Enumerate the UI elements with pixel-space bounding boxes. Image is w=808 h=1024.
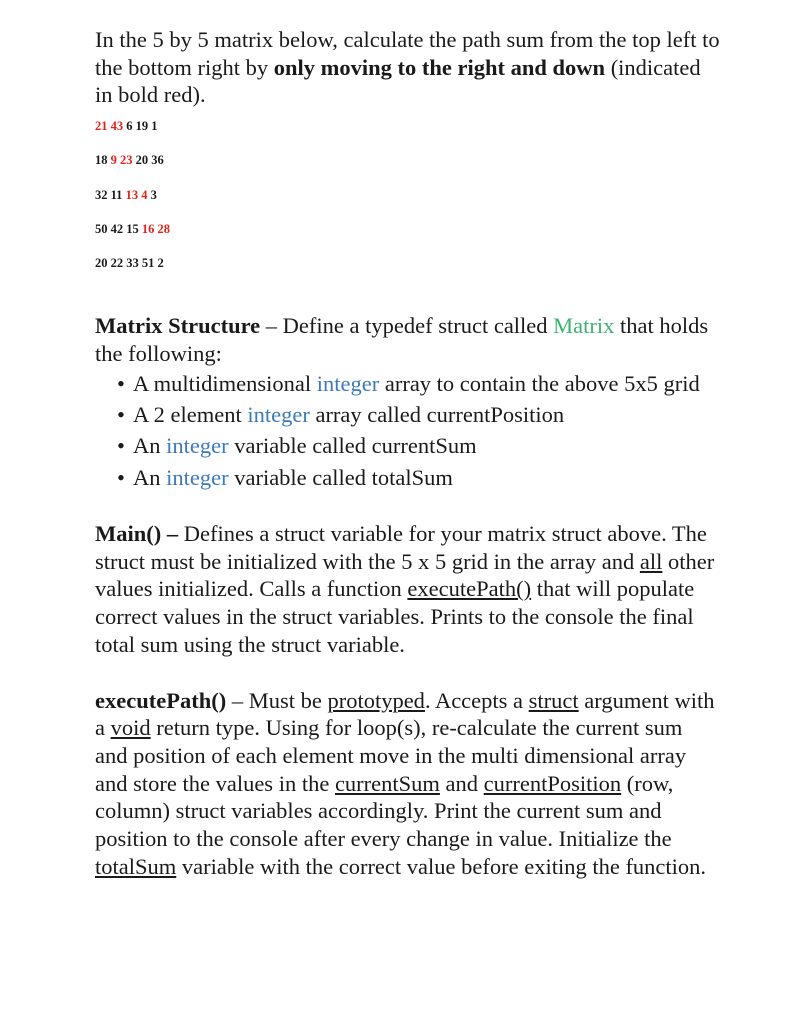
execute-path-heading: executePath() [95, 687, 227, 713]
matrix-cell: 32 [95, 187, 108, 202]
matrix-cell: 15 [126, 222, 139, 236]
execute-text-a: – Must be [226, 687, 328, 713]
matrix-cell: 2 [157, 256, 164, 271]
execute-underline-total-sum: totalSum [95, 853, 177, 879]
matrix-structure-heading: Matrix Structure [95, 313, 261, 339]
type-keyword: integer [166, 433, 229, 459]
matrix-structure-paragraph [95, 312, 720, 367]
type-keyword: integer [166, 464, 229, 490]
matrix-cell-path: 16 [141, 222, 155, 236]
matrix-cell: 50 [95, 222, 108, 236]
main-text-c: that will populate correct values in the struct variables. Prints to the console the final total sum using the struct variable. [95, 576, 695, 657]
bullet-text: An [133, 464, 167, 490]
number-matrix [95, 119, 720, 270]
execute-text-e: and [439, 770, 484, 796]
execute-underline-current-position: currentPosition [483, 770, 622, 796]
execute-text-d: return type. Using for loop(s), re-calculate the current sum and position of each element move in the multi dimensional array and store the values in the [95, 715, 687, 796]
matrix-cell: 33 [126, 256, 139, 271]
bullet-text: A 2 element [133, 402, 248, 428]
intro-text-b: (indicated in bold red). [95, 54, 701, 108]
intro-paragraph [95, 26, 720, 109]
matrix-cell-path: 21 [95, 119, 108, 134]
matrix-row [95, 256, 720, 270]
matrix-cell: 3 [150, 187, 157, 202]
main-function-heading: Main() – [95, 521, 179, 547]
matrix-cell: 22 [110, 256, 124, 271]
matrix-row [95, 222, 720, 236]
struct-members-list [95, 369, 720, 492]
intro-text-a: In the 5 by 5 matrix below, calculate the path sum from the top left to the bottom right by [95, 27, 720, 80]
matrix-cell-path: 28 [157, 222, 170, 236]
matrix-cell-path: 23 [120, 153, 133, 168]
struct-name: Matrix [553, 313, 615, 339]
matrix-cell-path: 4 [141, 187, 148, 202]
matrix-cell: 42 [110, 222, 124, 236]
list-item [117, 431, 720, 461]
type-keyword: integer [316, 371, 380, 397]
matrix-cell: 19 [135, 119, 149, 134]
matrix-cell: 51 [141, 256, 155, 271]
matrix-cell: 11 [110, 187, 123, 202]
matrix-cell-path: 9 [110, 153, 117, 168]
matrix-cell-path: 43 [110, 119, 124, 134]
list-item [117, 463, 720, 493]
bullet-text: array called currentPosition [309, 402, 565, 428]
matrix-structure-text-b: that holds the following: [95, 313, 709, 366]
intro-bold-phrase: only moving to the right and down [273, 54, 606, 80]
execute-text-g: variable with the correct value before exiting the function. [176, 853, 707, 879]
bullet-text: array to contain the above 5x5 grid [379, 371, 700, 397]
matrix-cell: 6 [126, 119, 133, 134]
main-function-paragraph [95, 520, 720, 659]
matrix-row [95, 153, 720, 167]
execute-text-f: (row, column) struct variables accordingly. Print the current sum and position to the console after every change in value. Initialize the [95, 770, 674, 852]
matrix-cell: 20 [135, 153, 149, 168]
bullet-text: A multidimensional [133, 371, 317, 397]
execute-text-c: argument with a [95, 687, 715, 741]
matrix-cell: 1 [151, 119, 158, 134]
execute-underline-current-sum: currentSum [334, 770, 440, 796]
bullet-text: variable called totalSum [228, 464, 453, 490]
execute-underline-struct: struct [528, 687, 579, 713]
main-text-a: Defines a struct variable for your matrix struct above. The struct must be initialized with the 5 x 5 grid in the array and [95, 521, 707, 574]
document-page [95, 26, 720, 881]
matrix-cell-path: 13 [125, 187, 139, 202]
main-underline-execute-path: executePath() [407, 576, 532, 602]
bullet-text: variable called currentSum [228, 433, 477, 459]
matrix-row [95, 119, 720, 133]
matrix-cell: 20 [95, 256, 108, 271]
execute-underline-prototyped: prototyped [327, 687, 425, 713]
list-item [117, 369, 720, 399]
matrix-row [95, 188, 720, 202]
matrix-cell: 18 [95, 153, 108, 168]
execute-text-b: . Accepts a [424, 687, 529, 713]
type-keyword: integer [247, 402, 310, 428]
matrix-structure-text-a: – Define a typedef struct called [260, 313, 554, 339]
bullet-text: An [133, 433, 167, 459]
main-underline-all: all [639, 548, 663, 574]
main-text-b: other values initialized. Calls a function [95, 548, 715, 602]
execute-path-paragraph [95, 687, 720, 881]
matrix-cell: 36 [151, 153, 164, 168]
list-item [117, 400, 720, 430]
execute-underline-void: void [110, 715, 151, 741]
